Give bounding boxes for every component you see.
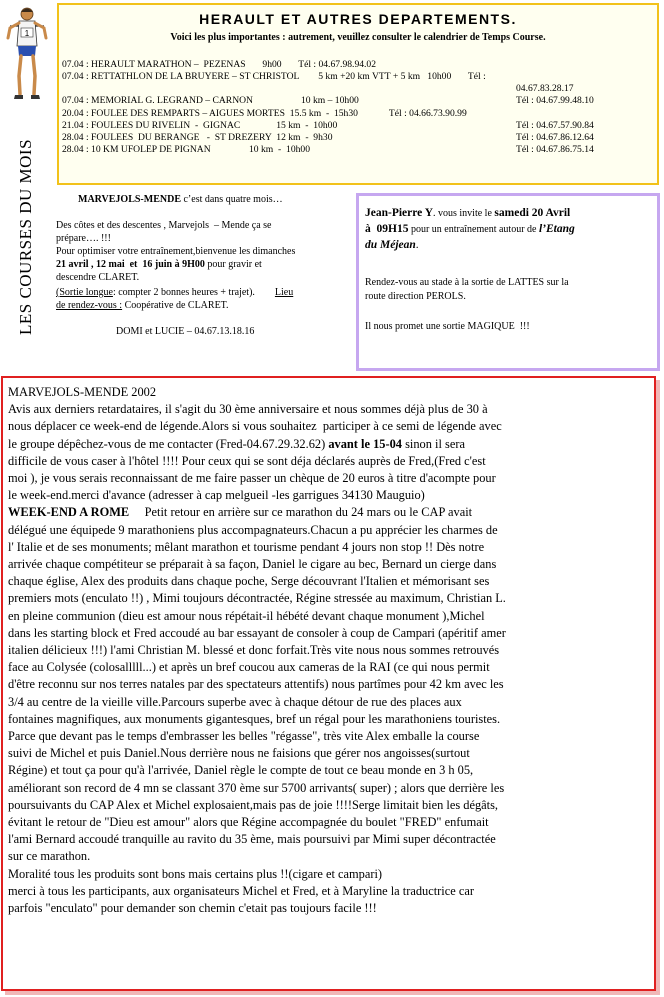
marvejols-line: pour gravir et (204, 259, 262, 270)
article-line: délégué une équipede 9 marathoniens plus accompagnateurs.Chacun a pu apprécier les charmes de (8, 522, 498, 537)
calendar-entry: 07.04 : HERAULT MARATHON – PEZENAS 9h00 Tél : 04.67.98.94.02 (62, 59, 377, 70)
article-line: sur ce marathon. (8, 849, 91, 864)
article-line: suivi de Michel et puis Daniel.Nous derrière nous ne faisions que gérer nos angoisses(surtout (8, 746, 470, 761)
jp-promise: Il nous promet une sortie MAGIQUE !!! (365, 321, 530, 332)
calendar-entry: 07.04 : MEMORIAL G. LEGRAND – CARNON 10 km – 10h00 (62, 95, 359, 106)
article-deadline: avant le 15-04 (328, 436, 402, 451)
article-line: Régine) et tout ça pour qu'à l'arrivée, Daniel règle le compte de tout ce beau monde en 3 h 05, (8, 763, 474, 778)
article-line: Avis aux derniers retardataires, il s'agit du 30 ème anniversaire et nous sommes déjà plus de 30 à (8, 402, 488, 417)
jp-text: pour un entraînement autour de (408, 224, 539, 235)
article-line: Moralité tous les produits sont bons mais certains plus !!(cigare et campari) (8, 866, 383, 881)
marvejols-line: Pour optimiser votre entraînement,bienvenue les dimanches (56, 246, 296, 257)
calendar-phone: Tél : 04.67.99.48.10 (516, 95, 594, 106)
jean-pierre-invitation-box (356, 193, 660, 371)
article-line: merci à tous les participants, aux organisateurs Michel et Fred, et à Maryline la traductrice car (8, 883, 474, 898)
article-body (8, 384, 654, 917)
jp-text: . vous invite le (433, 208, 495, 219)
article-line: italien délicieux !!!) l'ami Christian M. blessé et donc forfait.Très vite nous nous sommes retrouvés (8, 643, 500, 658)
article-line: le week-end.merci d'avance (adresser à cap melgueil -les garrigues 34130 Mauguio) (8, 488, 425, 503)
jp-rendezvous: route direction PEROLS. (365, 291, 466, 302)
article-line: l'ami Bernard accoudé tranquille au ravito du 35 ème, mais poursuivi par Mimi super décontractée (8, 832, 496, 847)
article-line: difficile de vous caser à l'hôtel !!!! Pour ceux qui se sont déja déclarés auprès de Fred,(Fred c'est (8, 453, 486, 468)
bib-number: 1 (24, 29, 30, 38)
marvejols-meeting-label: de rendez-vous : (56, 300, 123, 311)
calendar-subtitle: Voici les plus importantes : autrement, veuillez consulter le calendrier de Temps Course. (170, 32, 546, 43)
jp-name: Jean-Pierre Y (365, 207, 434, 219)
jp-time: à 09H15 (365, 223, 409, 235)
calendar-phone: 04.67.83.28.17 (516, 83, 574, 94)
marvejols-line: descendre CLARET. (56, 272, 140, 283)
jp-place: l’Etang (538, 223, 575, 235)
article-line: arrivée chaque compétiteur se préparait à sa façon, Daniel le cigare au bec, Bernard un cierge dans (8, 557, 497, 572)
article-line: dans les starting block et Fred accoudé au bar essayant de consoler à coup de Campari (apéritif amer (8, 625, 506, 640)
article-line: en pleine communion (dieu est amour nous répétait-il hébété devant chaque monument ),Michel (8, 608, 485, 623)
article-line: l' Italie et de ses monuments; mêlant marathon et tourisme pendant 4 jours non stop !! Dès notre (8, 539, 485, 554)
calendar-phone: Tél : 04.67.57.90.84 (516, 120, 594, 131)
article-box (1, 376, 656, 991)
calendar-phone: Tél : 04.67.86.75.14 (516, 144, 594, 155)
calendar-entry: 28.04 : FOULEES DU BERANGE - ST DREZERY 12 km - 9h30 (62, 132, 333, 143)
calendar-box (57, 3, 659, 185)
article-line: sinon il sera (401, 436, 465, 451)
marvejols-heading: MARVEJOLS-MENDE (78, 194, 181, 205)
rome-heading: WEEK-END A ROME (8, 505, 130, 520)
side-title (6, 128, 46, 346)
article-line: poursuivants du CAP Alex et Michel explosaient,mais pas de joie !!!!Serge limitait bien les dégâts, (8, 797, 499, 812)
calendar-entry: 07.04 : RETTATHLON DE LA BRUYERE – ST CHRISTOL 5 km +20 km VTT + 5 km 10h00 Tél : (62, 71, 486, 82)
marvejols-dates: 21 avril , 12 mai et 16 juin à 9H00 (56, 259, 205, 270)
calendar-entry: 20.04 : FOULEE DES REMPARTS – AIGUES MORTES 15.5 km - 15h30 Tél : 04.66.73.90.99 (62, 108, 467, 119)
article-line: Parce que devant pas le temps d'embrasser les belles "régasse", très vite Alex emballe la course (8, 729, 480, 744)
calendar-entry: 28.04 : 10 KM UFOLEP DE PIGNAN 10 km - 10h00 (62, 144, 311, 155)
article-line: fontaines magnifiques, aux monuments gigantesques, bref un régal pour les marathoniens touristes. (8, 711, 501, 726)
marvejols-line: Des côtes et des descentes , Marvejols – Mende ça se (56, 220, 272, 231)
side-title-text: LES COURSES DU MOIS (16, 138, 35, 336)
calendar-entry: 21.04 : FOULEES DU RIVELIN - GIGNAC 15 km - 10h00 (62, 120, 338, 131)
article-line: améliorant son record de 4 mn se classant 370 ème sur 5700 arrivants( super) ; alors que derrière les (8, 780, 505, 795)
article-line: face au Colysée (colosalllll...) et après un bref coucou aux cameras de la RAI (ce qui nous permit (8, 660, 490, 675)
article-line: le groupe dépêchez-vous de me contacter (Fred-04.67.29.32.62) (8, 436, 329, 451)
calendar-title: HERAULT ET AUTRES DEPARTEMENTS. (199, 11, 517, 27)
article-line: chaque église, Alex des produits dans chaque poche, Serge découvrant l'Italien et mémorisant ses (8, 574, 490, 589)
marvejols-line: : compter 2 bonnes heures + trajet). (112, 287, 275, 298)
jp-rendezvous: Rendez-vous au stade à la sortie de LATTES sur la (365, 277, 569, 288)
marvejols-line: prépare…. !!! (56, 233, 111, 244)
marvejols-announcement (56, 192, 346, 362)
marvejols-line: Coopérative de CLARET. (122, 300, 229, 311)
article-line: premiers mots (enculato !!) , Mimi toujours décontractée, Régine stressée au maximum, Christian L. (8, 591, 506, 606)
article-line: évitant le retour de "Dieu est amour" alors que Régine accompagnée du boulet "FRED" enfumait (8, 815, 489, 830)
jp-place: du Méjean (365, 239, 416, 251)
marvejols-long-run: (Sortie longue (56, 287, 113, 298)
article-line: nous déplacer ce week-end de légende.Alors si vous souhaitez participer à ce semi de légende avec (8, 419, 502, 434)
marvejols-signature: DOMI et LUCIE – 04.67.13.18.16 (116, 326, 255, 337)
article-line: Petit retour en arrière sur ce marathon du 24 mars ou le CAP avait (129, 505, 473, 520)
calendar-phone: Tél : 04.67.86.12.64 (516, 132, 594, 143)
runner-illustration (4, 4, 50, 104)
jp-date: samedi 20 Avril (494, 207, 571, 219)
article-title: MARVEJOLS-MENDE 2002 (8, 385, 157, 399)
article-line: 3/4 au centre de la vieille ville.Parcours superbe avec à chaque détour de rue des places aux (8, 694, 462, 709)
jp-text: . (415, 239, 419, 251)
marvejols-heading-tail: c’est dans quatre mois… (180, 194, 283, 205)
article-line: moi ), je vous serais reconnaissant de me faire passer un chèque de 20 euros à titre d'acompte pour (8, 471, 496, 486)
marvejols-place-label: Lieu (274, 287, 294, 298)
article-line: d'être reconnu sur nos terres natales par des spectateurs attentifs) nous partîmes pour 42 km avec les (8, 677, 504, 692)
article-line: parfois "enculato" pour demander son chemin c'etait pas toujours facile !!! (8, 901, 377, 916)
